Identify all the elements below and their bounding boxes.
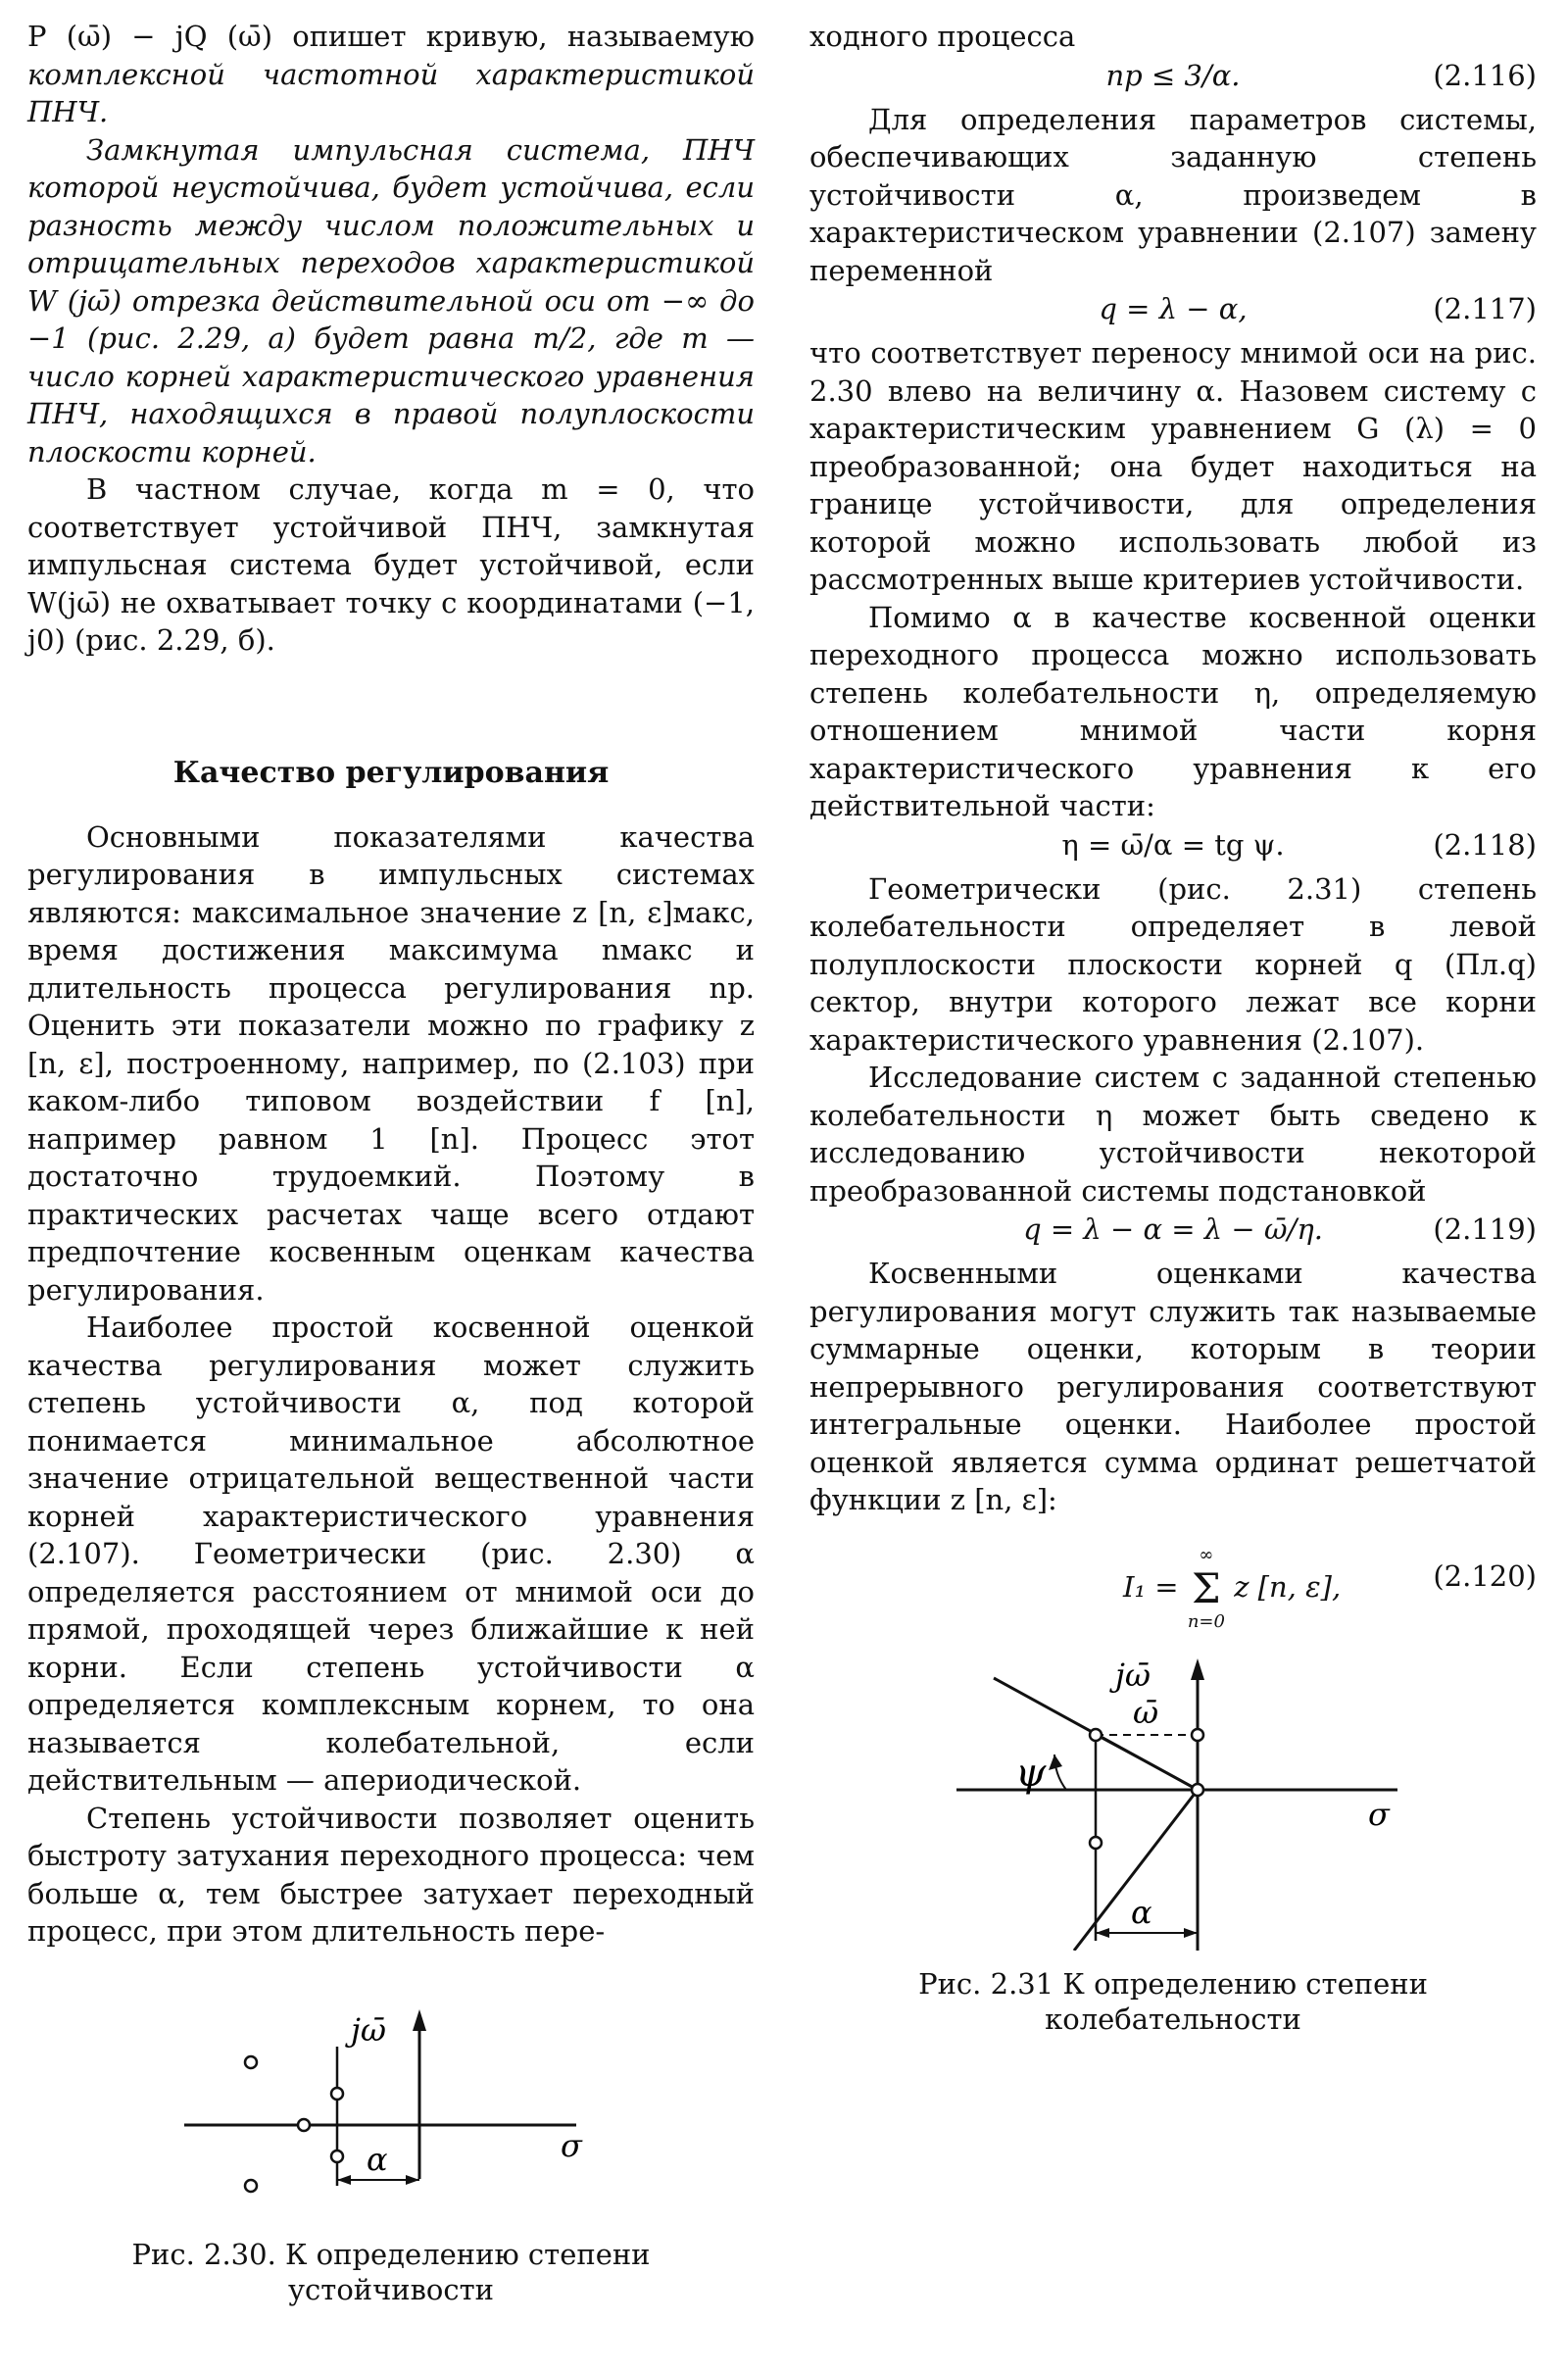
root-marker xyxy=(1192,1784,1203,1796)
equation-body: q = λ − α = λ − ω̄/η. xyxy=(1023,1212,1323,1246)
paragraph-oscillation-degree: Помимо α в качестве косвенной оценки переходного процесса можно использовать степень колебательности η, определяемую отношением мнимой части корня характеристического уравнения к его действительной части: xyxy=(809,600,1537,822)
omega-label: ω̄ xyxy=(1133,1693,1159,1731)
paragraph-degree-of-stability: Степень устойчивости позволяет оценить быстроту затухания переходного процесса: чем больше α, тем быстрее затухает переходный процесс, при этом длительность пере- xyxy=(27,1801,755,1948)
equation-number: (2.117) xyxy=(1433,292,1537,325)
paragraph-particular-case: В частном случае, когда m = 0, что соответствует устойчивой ПНЧ, замкнутая импульсная система будет устойчивой, если W(jω̄) не охватывает точку с координатами (−1, j0) (рис. 2.29, б). xyxy=(27,472,755,657)
root-marker xyxy=(298,2119,310,2131)
left-column xyxy=(27,18,755,2307)
equation-body xyxy=(1123,1541,1341,1637)
root-marker xyxy=(331,2088,343,2100)
paragraph-indirect-estimates: Косвенными оценками качества регулирования могут служить так называемые суммарные оценки, которым в теории непрерывного регулирования соответствуют интегральные оценки. Наиболее простой оценкой является сумма ординат решетчатой функции z [n, ε]: xyxy=(809,1257,1537,1516)
root-marker xyxy=(245,2180,257,2192)
root-marker xyxy=(1090,1729,1102,1741)
equation-2-118 xyxy=(809,825,1537,870)
equation-2-117 xyxy=(809,289,1537,334)
root-marker xyxy=(331,2151,343,2162)
sum-upper-limit: ∞ xyxy=(1199,1544,1214,1565)
alpha-label: α xyxy=(1131,1893,1152,1931)
equation-rhs: z [n, ε], xyxy=(1234,1569,1342,1604)
paragraph-continuation-right: ходного процесса xyxy=(809,20,1076,53)
equation-2-120 xyxy=(809,1519,1537,1632)
equation-2-116 xyxy=(809,56,1537,101)
equation-body: η = ω̄/α = tg ψ. xyxy=(1061,827,1285,862)
axis-label-sigma: σ xyxy=(561,2126,582,2164)
paragraph-criterion: Замкнутая импульсная система, ПНЧ которой неустойчива, будет устойчива, если разность между числом положительных и отрицательных переходов характеристикой W (jω̄) отрезка действительной оси от −∞ до −1 (рис. 2.29, а) будет равна m/2, где m — число корней характеристического уравнения ПНЧ, находящихся в правой полуплоскости плоскости корней. xyxy=(27,132,755,469)
right-column xyxy=(809,18,1537,2037)
root-marker xyxy=(245,2056,257,2068)
paragraph-continuation xyxy=(27,18,755,131)
equation-body: nр ≤ 3/α. xyxy=(1105,58,1241,92)
equation-number: (2.119) xyxy=(1433,1212,1537,1246)
figure-2-30 xyxy=(27,2007,755,2194)
figure-2-30-caption: Рис. 2.30. К определению степени устойчивости xyxy=(131,2237,651,2306)
psi-label: ψ xyxy=(1015,1750,1047,1796)
paragraph-main-indicators: Основными показателями качества регулирования в импульсных системах являются: максимальное значение z [n, ε]макс, время достижения максимума nмакс и длительность процесса регулирования nр. Оценить эти показатели можно по графику z [n, ε], построенному, например, по (2.103) при каком-либо типовом воздействии f [n], например равном 1 [n]. Процесс этот достаточно трудоемкий. Поэтому в практических расчетах чаще всего отдают предпочтение косвенным оценкам качества регулирования. xyxy=(27,819,755,1307)
figure-2-31 xyxy=(809,1656,1537,1951)
paragraph-research: Исследование систем с заданной степенью колебательности η может быть сведено к исследованию устойчивости некоторой преобразованной системы подстановкой xyxy=(809,1061,1537,1208)
equation-number: (2.120) xyxy=(1433,1558,1537,1593)
equation-lhs: I₁ = xyxy=(1123,1569,1179,1604)
axis-label-imaginary: jω̄ xyxy=(351,2010,387,2049)
section-title: Качество регулирования xyxy=(172,755,610,790)
equation-body: q = λ − α, xyxy=(1099,292,1248,325)
equation-number: (2.116) xyxy=(1433,58,1537,92)
figure-2-31-caption: Рис. 2.31 К определению степени колебательности xyxy=(918,1966,1428,2036)
paragraph-simplest-estimate: Наиболее простой косвенной оценкой качества регулирования может служить степень устойчивости α, под которой понимается минимальное абсолютное значение отрицательной вещественной части корней характеристического уравнения (2.107). Геометрически (рис. 2.30) α определяется расстоянием от мнимой оси до прямой, проходящей через ближайшие к ней корни. Если степень устойчивости α определяется комплексным корнем, то она называется колебательной, если действительным — апериодической. xyxy=(27,1310,755,1797)
continuation-text: P (ω̄) − jQ (ω̄) опишет кривую, называемую xyxy=(27,20,755,53)
equation-2-119 xyxy=(809,1210,1537,1255)
root-marker xyxy=(1192,1729,1203,1741)
continuation-text-italic: комплексной частотной характеристикой ПНЧ. xyxy=(27,57,755,128)
equation-number: (2.118) xyxy=(1433,827,1537,862)
sum-operator xyxy=(1188,1541,1225,1637)
axis-label-sigma: σ xyxy=(1368,1795,1390,1833)
alpha-label: α xyxy=(367,2140,388,2178)
root-marker xyxy=(1090,1837,1102,1849)
paragraph-shift: что соответствует переносу мнимой оси на рис. 2.30 влево на величину α. Назовем систему с характеристическим уравнением G (λ) = 0 преобразованной; она будет находиться на границе устойчивости, для определения которой можно использовать любой из рассмотренных выше критериев устойчивости. xyxy=(809,336,1537,596)
paragraph-parameters: Для определения параметров системы, обеспечивающих заданную степень устойчивости α, произведем в характеристическом уравнении (2.107) замену переменной xyxy=(809,102,1537,287)
axis-label-imaginary: jω̄ xyxy=(1115,1656,1152,1694)
paragraph-geometric: Геометрически (рис. 2.31) степень колебательности определяет в левой полуплоскости плоскости корней q (Пл.q) сектор, внутри которого лежат все корни характеристического уравнения (2.107). xyxy=(809,871,1537,1057)
sum-sign: Σ xyxy=(1192,1563,1221,1612)
sum-lower-limit: n=0 xyxy=(1187,1610,1225,1632)
